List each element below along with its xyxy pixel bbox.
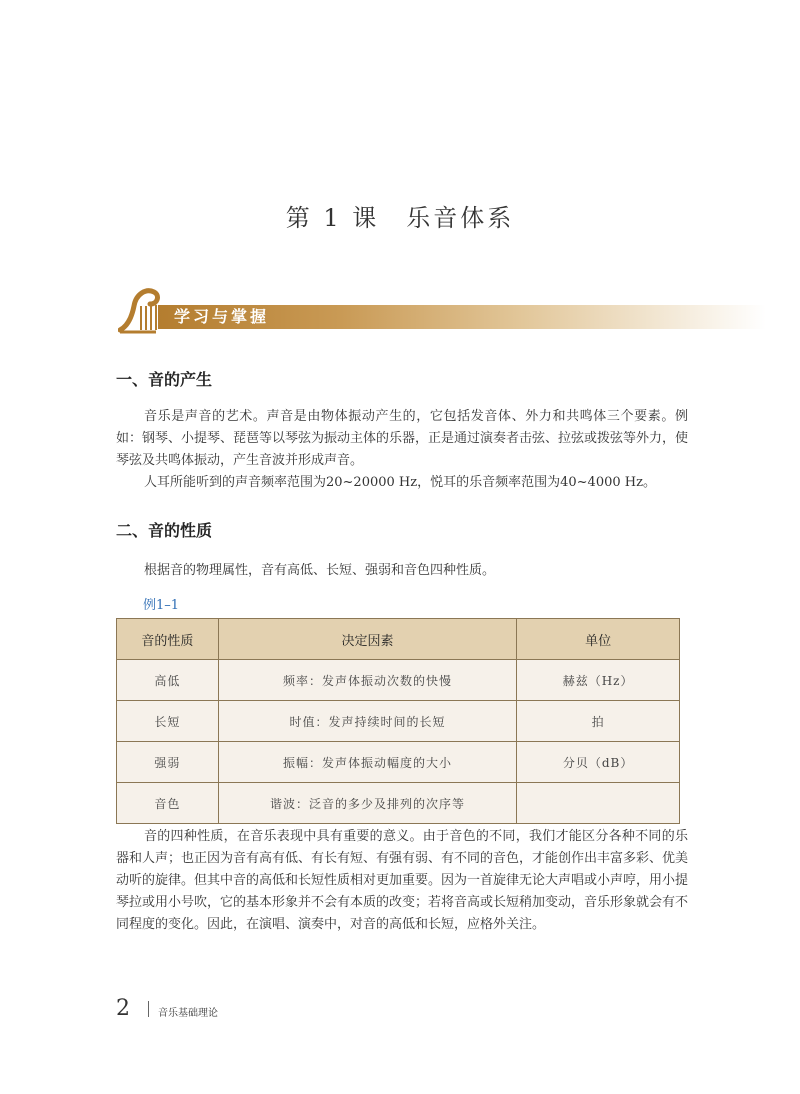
- table-cell: 拍: [517, 701, 680, 742]
- table-cell: 振幅：发声体振动幅度的大小: [218, 742, 516, 783]
- table-row: [117, 742, 680, 783]
- table-header-cell: 决定因素: [218, 619, 516, 660]
- table-cell: 音色: [117, 783, 219, 824]
- table-cell: 强弱: [117, 742, 219, 783]
- sound-properties-table: [116, 618, 680, 824]
- table-cell: 频率：发声体振动次数的快慢: [218, 660, 516, 701]
- book-title: 音乐基础理论: [158, 1008, 218, 1019]
- table-cell: 高低: [117, 660, 219, 701]
- banner-label: 学习与掌握: [174, 307, 270, 326]
- table-row: [117, 783, 680, 824]
- section-heading-sound-properties: 二、音的性质: [116, 521, 213, 540]
- table-cell: 分贝（dB）: [517, 742, 680, 783]
- table-header-cell: 音的性质: [117, 619, 219, 660]
- table-header-cell: 单位: [517, 619, 680, 660]
- table-header-row: [117, 619, 680, 660]
- table-cell: 谐波：泛音的多少及排列的次序等: [218, 783, 516, 824]
- table-cell: 长短: [117, 701, 219, 742]
- section-heading-sound-production: 一、音的产生: [116, 370, 213, 389]
- lesson-title: 第 1 课 乐音体系: [285, 204, 515, 232]
- paragraph-frequency-range: 人耳所能听到的声音频率范围为20~20000 Hz，悦耳的乐音频率范围为40~4000 Hz。: [144, 475, 656, 490]
- table-cell: 赫兹（Hz）: [517, 660, 680, 701]
- example-label: 例1–1: [143, 598, 180, 613]
- paragraph-properties-intro: 根据音的物理属性，音有高低、长短、强弱和音色四种性质。: [144, 563, 496, 578]
- section-banner: [118, 286, 766, 334]
- paragraph-sound-production: 音乐是声音的艺术。声音是由物体振动产生的，它包括发音体、外力和共鸣体三个要素。例如：钢琴、小提琴、琵琶等以琴弦为振动主体的乐器，正是通过演奏者击弦、拉弦或拨弦等外力，使琴弦及共鸣体振动，产生音波并形成声音。: [116, 409, 689, 468]
- paragraph-conclusion: 音的四种性质，在音乐表现中具有重要的意义。由于音色的不同，我们才能区分各种不同的乐器和人声；也正因为音有高有低、有长有短、有强有弱、有不同的音色，才能创作出丰富多彩、优美动听的旋律。但其中音的高低和长短性质相对更加重要。因为一首旋律无论大声唱或小声哼，用小提琴拉或用小号吹，它的基本形象并不会有本质的改变；若将音高或长短稍加变动，音乐形象就会有不同程度的变化。因此，在演唱、演奏中，对音的高低和长短，应格外关注。: [116, 829, 689, 932]
- page-number: 2: [116, 996, 130, 1021]
- table-row: [117, 660, 680, 701]
- footer-divider: [148, 1001, 149, 1017]
- table-cell: 时值：发声持续时间的长短: [218, 701, 516, 742]
- table-cell: [517, 783, 680, 824]
- table-row: [117, 701, 680, 742]
